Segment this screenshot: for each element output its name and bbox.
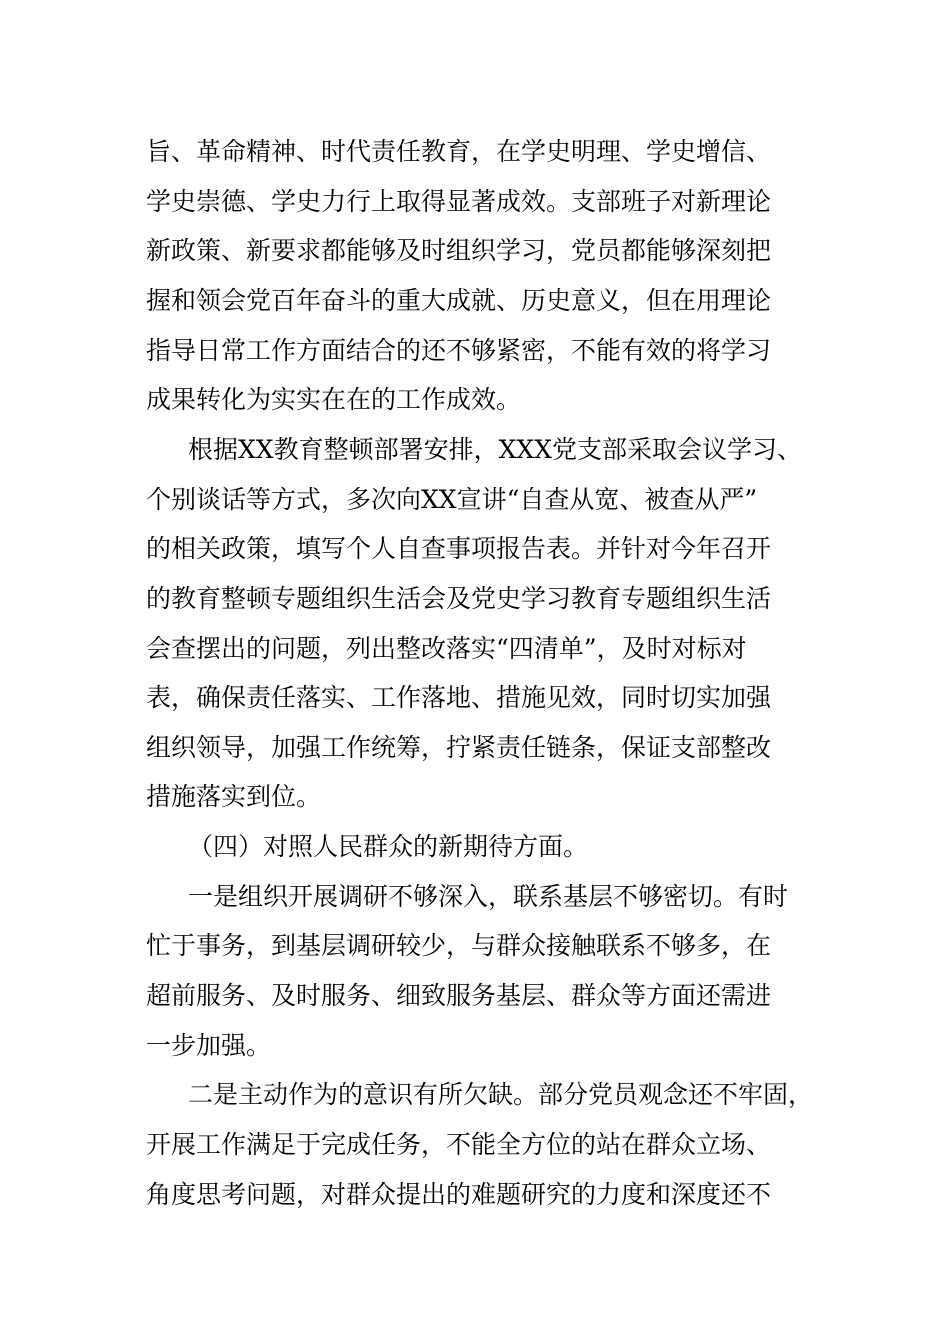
text-line: 握和领会党百年奋斗的重大成就、历史意义，但在用理论 [146,286,772,315]
section-heading: （四）对照人民群众的新期待方面。 [188,832,589,861]
paragraph-first-line: 一是组织开展调研不够深入，联系基层不够密切。有时 [188,882,789,911]
text-line: 忙于事务，到基层调研较少，与群众接触联系不够多，在 [146,931,772,960]
text-line: 的教育整顿专题组织生活会及党史学习教育专题组织生活 [146,584,772,613]
text-line: 角度思考问题，对群众提出的难题研究的力度和深度还不 [146,1180,772,1209]
paragraph-first-line: 二是主动作为的意识有所欠缺。部分党员观念还不牢固， [188,1080,814,1109]
text-line: 成果转化为实实在在的工作成效。 [146,385,522,414]
text-line: 学史崇德、学史力行上取得显著成效。支部班子对新理论 [146,187,772,216]
text-line: 表，确保责任落实、工作落地、措施见效，同时切实加强 [146,683,772,712]
text-line: 指导日常工作方面结合的还不够紧密，不能有效的将学习 [146,336,772,365]
text-line: 会查摆出的问题，列出整改落实“四清单”，及时对标对 [146,634,747,663]
paragraph-first-line: 根据XX教育整顿部署安排，XXX党支部采取会议学习、 [188,435,802,464]
text-line: 措施落实到位。 [146,782,322,811]
text-line: 组织领导，加强工作统筹，拧紧责任链条，保证支部整改 [146,733,772,762]
text-line: 个别谈话等方式，多次向XX宣讲“自查从宽、被查从严” [146,485,758,514]
text-line: 一步加强。 [146,1031,272,1060]
text-line: 超前服务、及时服务、细致服务基层、群众等方面还需进 [146,981,772,1010]
text-line: 旨、革命精神、时代责任教育，在学史明理、学史增信、 [146,137,772,166]
text-line: 新政策、新要求都能够及时组织学习，党员都能够深刻把 [146,236,772,265]
text-line: 开展工作满足于完成任务，不能全方位的站在群众立场、 [146,1130,772,1159]
text-line: 的相关政策，填写个人自查事项报告表。并针对今年召开 [146,534,772,563]
